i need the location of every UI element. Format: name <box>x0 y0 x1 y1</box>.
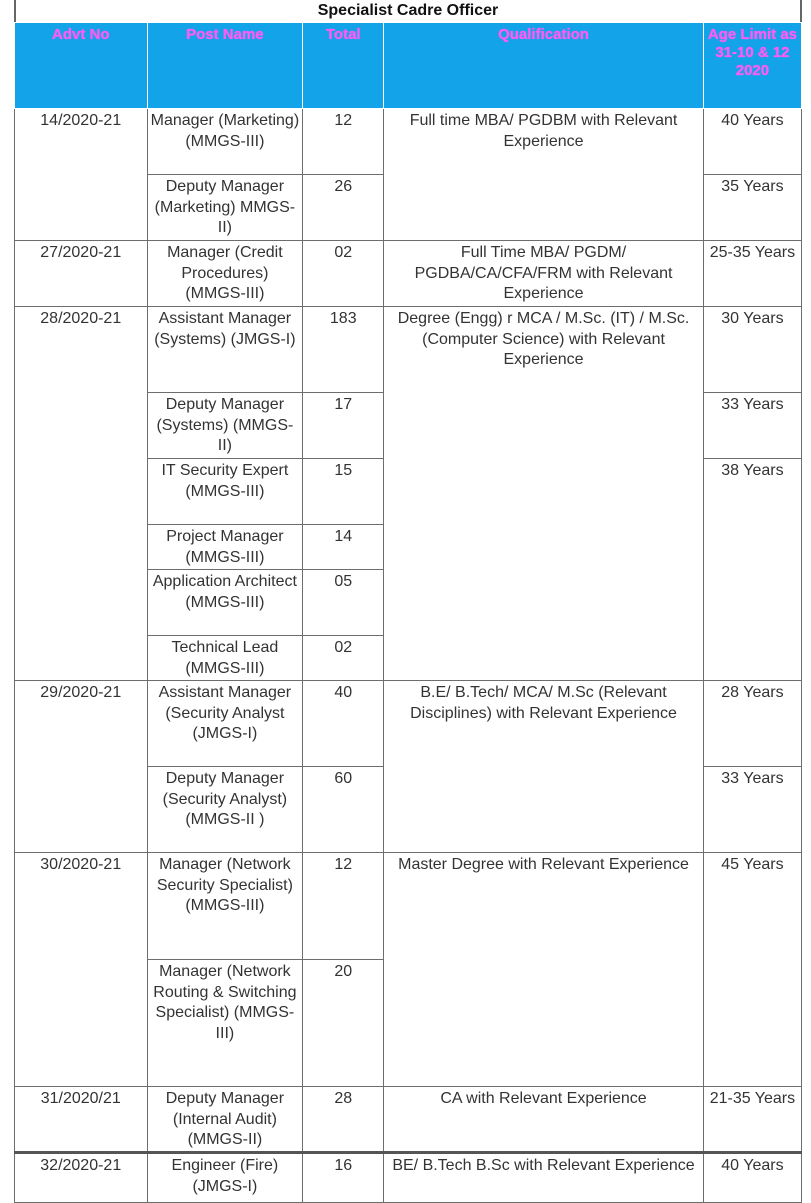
age-cell: 21-35 Years <box>703 1087 801 1153</box>
qualification-cell: Full time MBA/ PGDBM with Relevant Experience <box>384 109 704 241</box>
advt-no-cell: 27/2020-21 <box>15 241 148 307</box>
post-name-cell: Deputy Manager (Security Analyst) (MMGS-II ) <box>147 767 303 853</box>
post-name-cell: Deputy Manager (Internal Audit) (MMGS-II) <box>147 1087 303 1153</box>
age-cell: 30 Years <box>703 307 801 393</box>
age-cell: 35 Years <box>703 175 801 241</box>
total-cell: 12 <box>303 853 384 960</box>
post-name-cell: Manager (Network Security Specialist) (MMGS-III) <box>147 853 303 960</box>
post-name-cell: Deputy Manager (Marketing) MMGS-II) <box>147 175 303 241</box>
post-name-cell: Application Architect (MMGS-III) <box>147 570 303 636</box>
advt-no-cell: 14/2020-21 <box>15 109 148 241</box>
header-row <box>15 23 802 109</box>
header-total: Total <box>303 23 384 109</box>
age-cell: 25-35 Years <box>703 241 801 307</box>
table-title: Specialist Cadre Officer <box>14 0 802 22</box>
advt-no-cell: 29/2020-21 <box>15 681 148 853</box>
advt-no-cell: 28/2020-21 <box>15 307 148 681</box>
qualification-cell: B.E/ B.Tech/ MCA/ M.Sc (Relevant Disciplines) with Relevant Experience <box>384 681 704 853</box>
total-cell: 60 <box>303 767 384 853</box>
table-row <box>15 241 802 307</box>
total-cell: 40 <box>303 681 384 767</box>
total-cell: 20 <box>303 960 384 1087</box>
qualification-cell: Master Degree with Relevant Experience <box>384 853 704 1087</box>
table-row <box>15 681 802 767</box>
age-cell: 33 Years <box>703 393 801 459</box>
post-name-cell: Project Manager (MMGS-III) <box>147 525 303 570</box>
post-name-cell: Engineer (Fire) (JMGS-I) <box>147 1153 303 1203</box>
total-cell: 14 <box>303 525 384 570</box>
post-name-cell: Assistant Manager (Security Analyst (JMGS-I) <box>147 681 303 767</box>
total-cell: 15 <box>303 459 384 525</box>
header-post-name: Post Name <box>147 23 303 109</box>
total-cell: 02 <box>303 241 384 307</box>
table-row <box>15 853 802 960</box>
total-cell: 26 <box>303 175 384 241</box>
recruitment-table-panel <box>14 0 802 1200</box>
post-name-cell: Manager (Credit Procedures) (MMGS-III) <box>147 241 303 307</box>
post-name-cell: Technical Lead (MMGS-III) <box>147 636 303 681</box>
total-cell: 17 <box>303 393 384 459</box>
post-name-cell: IT Security Expert (MMGS-III) <box>147 459 303 525</box>
total-cell: 02 <box>303 636 384 681</box>
advt-no-cell: 30/2020-21 <box>15 853 148 1087</box>
table-row <box>15 109 802 175</box>
age-cell: 45 Years <box>703 853 801 1087</box>
total-cell: 05 <box>303 570 384 636</box>
advt-no-cell: 32/2020-21 <box>15 1153 148 1203</box>
header-qualification: Qualification <box>384 23 704 109</box>
qualification-cell: BE/ B.Tech B.Sc with Relevant Experience <box>384 1153 704 1203</box>
post-name-cell: Manager (Marketing) (MMGS-III) <box>147 109 303 175</box>
age-cell: 38 Years <box>703 459 801 681</box>
header-age-limit: Age Limit as 31-10 & 12 2020 <box>703 23 801 109</box>
qualification-cell: CA with Relevant Experience <box>384 1087 704 1153</box>
qualification-cell: Degree (Engg) r MCA / M.Sc. (IT) / M.Sc. (Computer Science) with Relevant Experience <box>384 307 704 681</box>
age-cell: 33 Years <box>703 767 801 853</box>
post-name-cell: Deputy Manager (Systems) (MMGS-II) <box>147 393 303 459</box>
total-cell: 12 <box>303 109 384 175</box>
total-cell: 183 <box>303 307 384 393</box>
table-row <box>15 307 802 393</box>
qualification-cell: Full Time MBA/ PGDM/ PGDBA/CA/CFA/FRM with Relevant Experience <box>384 241 704 307</box>
table-row <box>15 1087 802 1153</box>
total-cell: 28 <box>303 1087 384 1153</box>
total-cell: 16 <box>303 1153 384 1203</box>
age-cell: 28 Years <box>703 681 801 767</box>
table-row <box>15 1153 802 1203</box>
post-name-cell: Manager (Network Routing & Switching Specialist) (MMGS-III) <box>147 960 303 1087</box>
age-cell: 40 Years <box>703 109 801 175</box>
header-advt-no: Advt No <box>15 23 148 109</box>
age-cell: 40 Years <box>703 1153 801 1203</box>
post-name-cell: Assistant Manager (Systems) (JMGS-I) <box>147 307 303 393</box>
advt-no-cell: 31/2020/21 <box>15 1087 148 1153</box>
recruitment-table <box>14 22 802 1203</box>
